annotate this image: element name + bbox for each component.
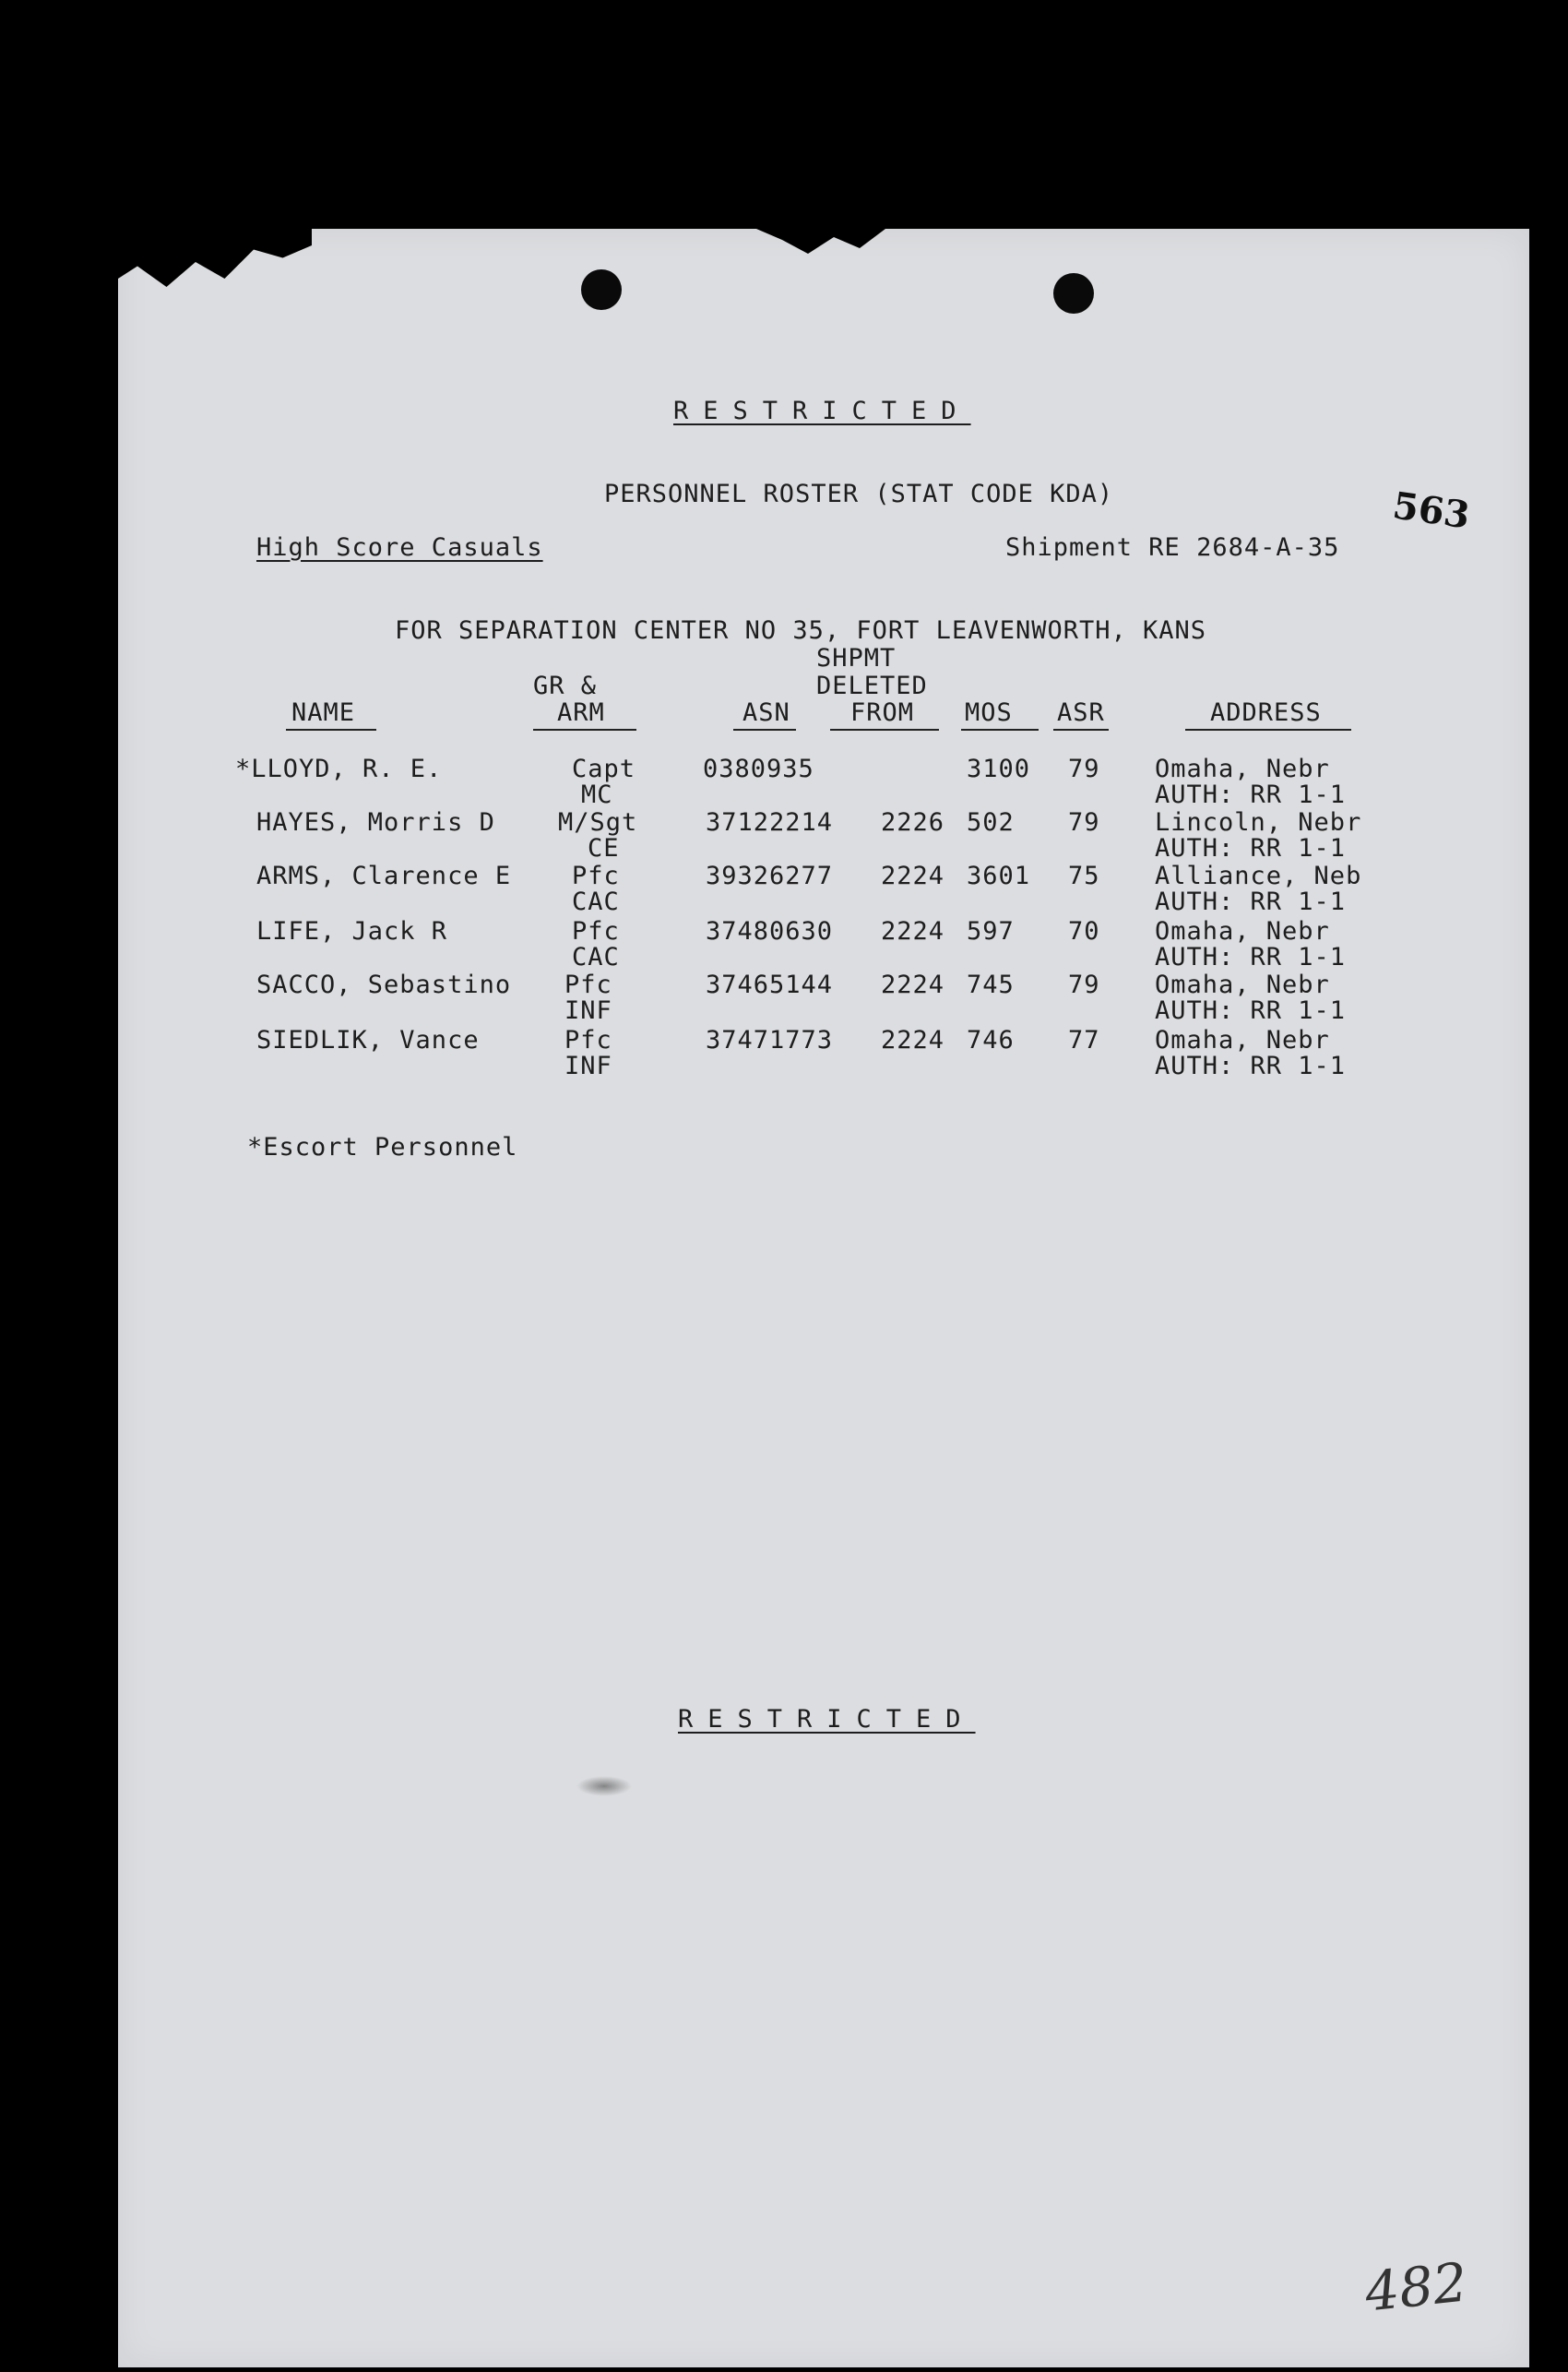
row-asr: 75 (1068, 862, 1100, 890)
classification-bottom: RESTRICTED (678, 1705, 976, 1734)
row-from: 2224 (881, 971, 945, 999)
punch-hole (581, 269, 622, 310)
header-underline (286, 729, 376, 731)
header-from: FROM (850, 698, 915, 727)
row-address: Omaha, Nebr (1155, 1026, 1330, 1055)
row-arm: CAC (572, 943, 620, 971)
header-underline (533, 729, 636, 731)
row-arm: MC (581, 781, 613, 809)
header-name: NAME (291, 698, 356, 727)
header-mos: MOS (965, 698, 1013, 727)
row-mos: 746 (967, 1026, 1015, 1055)
row-name: HAYES, Morris D (256, 808, 495, 837)
row-address: Lincoln, Nebr (1155, 808, 1362, 837)
ink-smudge (576, 1776, 632, 1796)
header-asn: ASN (742, 698, 790, 727)
row-grade: Pfc (564, 1026, 612, 1055)
row-arm: INF (564, 1052, 612, 1080)
row-mos: 3601 (967, 862, 1031, 890)
header-shpmt: SHPMT (816, 644, 897, 673)
row-auth: AUTH: RR 1-1 (1155, 996, 1347, 1025)
shipment-number: Shipment RE 2684-A-35 (1005, 533, 1340, 562)
classification-top: RESTRICTED (673, 397, 971, 425)
row-grade: M/Sgt (558, 808, 638, 837)
row-grade: Pfc (572, 862, 620, 890)
row-address: Omaha, Nebr (1155, 917, 1330, 946)
row-grade: Capt (572, 755, 636, 783)
roster-title: PERSONNEL ROSTER (STAT CODE KDA) (604, 480, 1114, 508)
row-from: 2226 (881, 808, 945, 837)
row-asr: 79 (1068, 808, 1100, 837)
row-mos: 745 (967, 971, 1015, 999)
header-underline (961, 729, 1039, 731)
row-mos: 502 (967, 808, 1015, 837)
header-deleted: DELETED (816, 672, 928, 700)
row-asr: 77 (1068, 1026, 1100, 1055)
header-underline (830, 729, 939, 731)
row-name: LIFE, Jack R (256, 917, 448, 946)
header-underline (1185, 729, 1351, 731)
row-auth: AUTH: RR 1-1 (1155, 943, 1347, 971)
group-label: High Score Casuals (256, 533, 543, 562)
row-asr: 79 (1068, 971, 1100, 999)
punch-hole (1053, 273, 1094, 314)
row-address: Omaha, Nebr (1155, 755, 1330, 783)
row-mos: 597 (967, 917, 1015, 946)
row-asn: 37122214 (706, 808, 834, 837)
row-arm: CAC (572, 888, 620, 916)
row-auth: AUTH: RR 1-1 (1155, 834, 1347, 863)
row-grade: Pfc (564, 971, 612, 999)
stamp-number: 563 (1390, 483, 1473, 538)
row-asn: 0380935 (703, 755, 814, 783)
row-asn: 37480630 (706, 917, 834, 946)
row-arm: INF (564, 996, 612, 1025)
row-asr: 70 (1068, 917, 1100, 946)
row-address: Omaha, Nebr (1155, 971, 1330, 999)
row-from: 2224 (881, 1026, 945, 1055)
row-auth: AUTH: RR 1-1 (1155, 781, 1347, 809)
header-asr: ASR (1057, 698, 1105, 727)
row-arm: CE (588, 834, 620, 863)
row-asn: 37465144 (706, 971, 834, 999)
row-asn: 39326277 (706, 862, 834, 890)
row-name: SIEDLIK, Vance (256, 1026, 480, 1055)
row-from: 2224 (881, 862, 945, 890)
header-underline (733, 729, 796, 731)
header-underline (1053, 729, 1109, 731)
row-name: *LLOYD, R. E. (235, 755, 443, 783)
header-address: ADDRESS (1210, 698, 1322, 727)
row-auth: AUTH: RR 1-1 (1155, 1052, 1347, 1080)
row-asr: 79 (1068, 755, 1100, 783)
header-arm: ARM (557, 698, 605, 727)
row-mos: 3100 (967, 755, 1031, 783)
footnote: *Escort Personnel (247, 1133, 518, 1162)
row-name: ARMS, Clarence E (256, 862, 512, 890)
row-from: 2224 (881, 917, 945, 946)
row-address: Alliance, Neb (1155, 862, 1362, 890)
row-name: SACCO, Sebastino (256, 971, 512, 999)
destination-line: FOR SEPARATION CENTER NO 35, FORT LEAVENWORTH, KANS (395, 616, 1207, 645)
header-gr-top: GR & (533, 672, 598, 700)
row-auth: AUTH: RR 1-1 (1155, 888, 1347, 916)
row-grade: Pfc (572, 917, 620, 946)
handwritten-page-number: 482 (1361, 2250, 1470, 2324)
row-asn: 37471773 (706, 1026, 834, 1055)
